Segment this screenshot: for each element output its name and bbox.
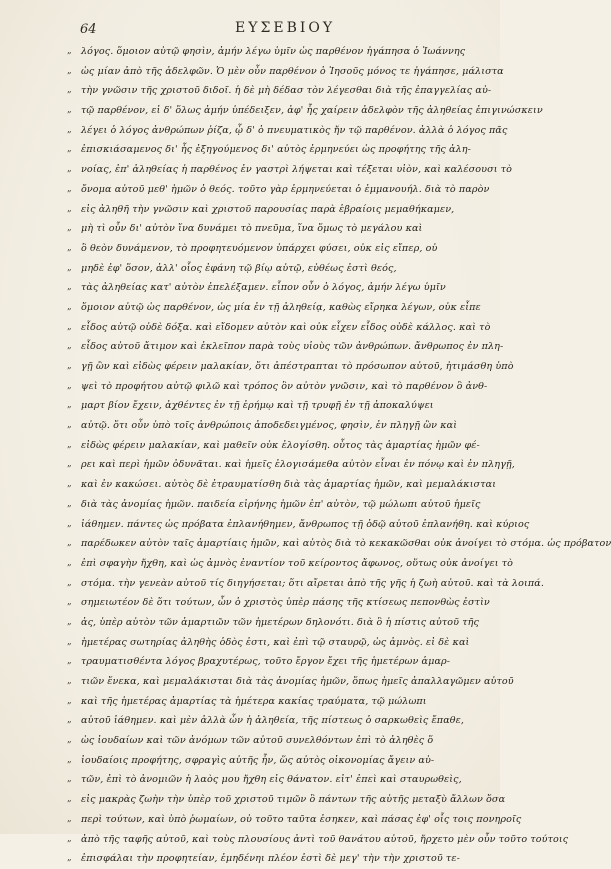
text-line (67, 574, 544, 594)
line-text: ρει καὶ περὶ ἡμῶν ὀδυνᾶται. καὶ ἡμεῖς ἐλογισάμεθα αὐτὸν εἶναι ἐν πόνῳ καὶ ἐν πληγῇ, (81, 459, 515, 471)
line-text: περὶ τούτων, καὶ ὑπὸ ῥωμαίων, οὐ τοῦτο ταῦτα ἐσηκεν, καὶ πάσας ἐφ' οἷς τοις πονηροῖς (81, 813, 522, 825)
quotation-marker: „ (67, 439, 72, 450)
quotation-marker: „ (67, 715, 72, 726)
quotation-marker: „ (67, 636, 72, 647)
quotation-marker: „ (67, 656, 72, 667)
quotation-marker: „ (67, 498, 72, 509)
line-text: ὡς ἰουδαίων καὶ τῶν ἀνόμων τῶν αὐτοῦ συνελθόντων ἐπὶ τὸ ἀληθὲς ὅ (81, 735, 434, 747)
text-line (67, 259, 477, 279)
line-text: εἶδος αὐτοῦ ἄτιμον καὶ ἐκλεῖπον παρὰ τοὺς υἱοὺς τῶν ἀνθρώπων. ἄνθρωπος ἐν πλη- (81, 341, 504, 353)
quotation-marker: „ (67, 774, 72, 785)
line-text: ἐπισκιάσαμενος δι' ἧς ἐξηγούμενος δι' αὐτὸς ἑρμηνεύει ὡς προφήτης τῆς ἀλη- (81, 144, 471, 156)
quotation-marker: „ (67, 164, 72, 175)
quotation-marker: „ (67, 794, 72, 805)
quotation-marker: „ (67, 380, 72, 391)
line-text: τὴν γνῶσιν τῆς χριστοῦ διδοῖ. ἡ δὲ μὴ δέδασ τὸν λέγεσθαι διὰ τῆς ἐπαγγελίας αὐ- (81, 85, 492, 97)
line-text: τραυματισθέντα λόγος βραχυτέρως, τοῦτο ἔργον ἔχει τῆς ἡμετέρων ἁμαρ- (81, 656, 451, 668)
quotation-marker: „ (67, 735, 72, 746)
line-text: λόγος. ὅμοιον αὐτῷ φησὶν, ἀμήν λέγω ὑμῖν ὡς παρθένον ἠγάπησα ὁ Ἰωάννης (81, 46, 466, 57)
text-line (67, 455, 515, 475)
line-text: στόμα. τὴν γενεὰν αὐτοῦ τίς διηγήσεται; ὅτι αἴρεται ἀπὸ τῆς γῆς ἡ ζωὴ αὐτοῦ. καὶ τὰ λοιπά. (81, 577, 544, 589)
text-line (67, 790, 506, 810)
line-text: ἀπὸ τῆς ταφῆς αὐτοῦ, καὶ τοὺς πλουσίους ἀντὶ τοῦ θανάτου αὐτοῦ, ἤρχετο μὲν οὖν τοῦτο τούτοις (81, 833, 569, 845)
quotation-marker: „ (67, 577, 72, 588)
text-line (67, 42, 477, 62)
text-line (67, 62, 504, 82)
line-text: ἐπὶ σφαγὴν ἤχθη, καὶ ὡς ἀμνὸς ἐναντίον τοῦ κείροντος ἄφωνος, οὕτως οὐκ ἀνοίγει τὸ (81, 557, 513, 569)
line-text: ἡμετέρας σωτηρίας ἀληθὴς ὁδὸς ἐστι, καὶ ἐπὶ τῷ σταυρῷ, ὡς ἀμνὸς. εἰ δὲ καὶ (81, 636, 470, 648)
quotation-marker: „ (67, 616, 72, 627)
line-text: διὰ τὰς ἀνομίας ἡμῶν. παιδεία εἰρήνης ἡμῶν ἐπ' αὐτὸν, τῷ μώλωπι αὐτοῦ ἡμεῖς (81, 498, 481, 510)
line-text: εἰς ἀληθῆ τὴν γνῶσιν καὶ χριστοῦ παρουσίας παρὰ ἑβραίοις μεμαθήκαμεν, (81, 203, 455, 215)
text-line (67, 140, 477, 160)
quotation-marker: „ (67, 361, 72, 371)
text-line (67, 357, 514, 377)
quotation-marker: „ (67, 183, 72, 194)
text-line (67, 495, 481, 515)
text-line (67, 554, 513, 574)
line-text: τιῶν ἕνεκα, καὶ μεμαλάκισται διὰ τὰς ἀνομίας ἡμῶν, ὅπως ἡμεῖς ἀπαλλαγῶμεν αὐτοῦ (81, 676, 514, 687)
main-text-block (67, 42, 611, 869)
line-text: ἰουδαίοις προφήτης, σφραγὶς αὐτῆς ἦν, ὥς αὐτὸς οἰκονομίας ἄγειν αὐ- (81, 754, 435, 766)
quotation-marker: „ (67, 853, 72, 864)
text-line (67, 613, 477, 633)
running-head: ΕΥΣΕΒΙΟΥ (235, 20, 336, 36)
text-line (67, 751, 477, 771)
text-line (67, 830, 569, 850)
quotation-marker: „ (67, 203, 72, 214)
text-line (67, 672, 514, 692)
line-text: μαρτ βίον ἔχειν, ἀχθέντες ἐν τῇ ἐρήμῳ καὶ τῇ τρυφῇ ἐν τῇ ἀποκαλύψει (81, 400, 434, 412)
text-line (67, 692, 477, 712)
text-line (67, 278, 477, 298)
text-line (67, 770, 477, 790)
line-text: ὡς μίαν ἀπὸ τῆς ἀδελφῶν. Ὁ μὲν οὖν παρθένον ὁ Ἰησοῦς μόνος τε ἠγάπησε, μάλιστα (81, 65, 504, 77)
text-line (67, 652, 477, 672)
line-text: ἐπισφάλαι τὴν προφητείαν, ἐμηδένηι πλέον ἐστὶ δὲ μεγ' τὴν τὴν χριστοῦ τε- (81, 853, 460, 865)
quotation-marker: „ (67, 144, 72, 155)
text-line (67, 337, 504, 357)
line-text: λέγει ὁ λόγος ἀνθρώπων ῥίζα, ᾧ δ' ὁ πνευματικὸς ἤν τῷ παρθένον. ἀλλὰ ὁ λόγος πᾶς (81, 124, 508, 136)
line-text: καὶ τῆς ἡμετέρας ἁμαρτίας τὰ ἡμέτερα κακίας τραύματα, τῷ μώλωπι (81, 695, 427, 707)
page-header (80, 20, 475, 40)
text-line (67, 849, 477, 869)
text-line (67, 180, 490, 200)
line-text: ἀς, ὑπὲρ αὐτὸν τῶν ἁμαρτιῶν τῶν ἡμετέρων δηλονότι. διὰ ὃ ἡ πίστις αὐτοῦ τῆς (81, 616, 479, 628)
text-line (67, 160, 513, 180)
line-text: αὐτῷ. ὅτι οὖν ὑπὸ τοῖς ἀνθρώποις ἀποδεδειγμένος, φησὶν, ἐν πληγῇ ὢν καὶ (81, 420, 458, 432)
line-text: τῷ παρθένον, εἰ δ' ὅλως ἀμήν ὑπέδειξεν, ἀφ' ἧς χαίρειν ἀδελφὸν τῆς ἀληθείας ἐπιγινώσκειν (81, 105, 543, 117)
quotation-marker: „ (67, 321, 72, 332)
quotation-marker: „ (67, 65, 72, 76)
quotation-marker: „ (67, 557, 72, 568)
quotation-marker: „ (67, 420, 72, 431)
quotation-marker: „ (67, 301, 72, 312)
quotation-marker: „ (67, 676, 72, 686)
text-line (67, 298, 481, 318)
text-line (67, 81, 492, 101)
quotation-marker: „ (67, 223, 72, 234)
line-text: αὐτοῦ ἰάθημεν. καὶ μὲν ἀλλὰ ὧν ἡ ἀληθεία, τῆς πίστεως ὁ σαρκωθεὶς ἔπαθε, (81, 715, 465, 727)
quotation-marker: „ (67, 538, 72, 549)
quotation-marker: „ (67, 479, 72, 490)
text-line (67, 810, 522, 830)
text-line (67, 633, 477, 653)
quotation-marker: „ (67, 597, 72, 608)
quotation-marker: „ (67, 341, 72, 352)
quotation-marker: „ (67, 518, 72, 529)
text-line (67, 731, 477, 751)
line-text: ὃ θεὸν δυνάμενον, τὸ προφητευόμενον ὑπάρχει φύσει, οὐκ εἰς εἴπερ, οὐ (81, 242, 438, 254)
text-line (67, 593, 490, 613)
line-text: εἶδος αὐτῷ οὐδὲ δόξα. καὶ εἴδομεν αὐτὸν καὶ οὐκ εἶχεν εἶδος οὐδὲ κάλλος. καὶ τὸ (81, 321, 491, 333)
text-line (67, 534, 611, 554)
text-line (67, 239, 477, 259)
quotation-marker: „ (67, 105, 72, 116)
line-text: γῇ ὢν καὶ εἰδὼς φέρειν μαλακίαν, ὅτι ἀπέστραπται τὸ πρόσωπον αὐτοῦ, ἠτιμάσθη ὑπὸ (81, 361, 514, 372)
text-line (67, 416, 477, 436)
text-line (67, 711, 477, 731)
line-text: ψεὶ τὸ προφήτου αὐτῷ φιλῶ καὶ τρόπος ὃν αὐτὸν γνῶσιν, καὶ τὸ παρθένον ὃ ἀνθ- (81, 380, 488, 392)
text-line (67, 200, 477, 220)
text-line (67, 318, 491, 338)
quotation-marker: „ (67, 124, 72, 135)
text-line (67, 396, 477, 416)
quotation-marker: „ (67, 282, 72, 293)
quotation-marker: „ (67, 833, 72, 844)
quotation-marker: „ (67, 262, 72, 273)
line-text: παρέδωκεν αὐτὸν ταῖς ἁμαρτίαις ἡμῶν, καὶ αὐτὸς διὰ τὸ κεκακῶσθαι οὐκ ἀνοίγει τὸ στόμα. ὡς πρόβατον (81, 538, 611, 550)
quotation-marker: „ (67, 695, 72, 706)
line-text: μὴ τὶ οὖν δι' αὐτὸν ἵνα δυνάμει τὸ πνεῦμα, ἵνα ὅμως τὸ μεγάλου καὶ (81, 223, 423, 235)
line-text: τὰς ἀληθείας κατ' αὐτὸν ἐπελέξαμεν. εἶπον οὖν ὁ λόγος, ἀμήν λέγω ὑμῖν (81, 282, 446, 294)
line-text: ὄνομα αὐτοῦ μεθ' ἡμῶν ὁ θεός. τοῦτο γὰρ ἑρμηνεύεται ὁ ἐμμανουήλ. διὰ τὸ παρὸν (81, 183, 490, 195)
line-text: νοίας, ἐπ' ἀληθείας ἡ παρθένος ἐν γαστρὶ λήψεται καὶ τέξεται υἱὸν, καὶ καλέσουσι τὸ (81, 164, 513, 176)
quotation-marker: „ (67, 754, 72, 765)
line-text: μηδὲ ἐφ' ὅσον, ἀλλ' οἷος ἐφάνη τῷ βίῳ αὐτῷ, εὐθέως ἐστὶ θεός, (81, 262, 397, 274)
line-text: εἰδὼς φέρειν μαλακίαν, καὶ μαθεῖν οὐκ ἐλογίσθη. οὗτος τὰς ἁμαρτίας ἡμῶν φέ- (81, 439, 480, 451)
line-text: ἰάθημεν. πάντες ὡς πρόβατα ἐπλανήθημεν, ἄνθρωπος τῇ ὁδῷ αὐτοῦ ἐπλανήθη. καὶ κύριος (81, 518, 530, 530)
quotation-marker: „ (67, 46, 72, 56)
text-line (67, 475, 497, 495)
text-line (67, 515, 530, 535)
text-line (67, 436, 480, 456)
line-text: ὅμοιον αὐτῷ ὡς παρθένον, ὡς μία ἐν τῇ ἀληθείᾳ, καθὼς εἴρηκα λέγων, οὐκ εἶπε (81, 301, 481, 313)
page-number: 64 (80, 22, 97, 37)
line-text: εἰς μακρὰς ζωὴν τὴν ὑπὲρ τοῦ χριστοῦ τιμῶν ὃ πάντων τῆς αὐτῆς μεταξὺ ἄλλων ὅσα (81, 794, 506, 806)
line-text: καὶ ἐν κακώσει. αὐτὸς δὲ ἐτραυματίσθη διὰ τὰς ἁμαρτίας ἡμῶν, καὶ μεμαλάκισται (81, 479, 497, 491)
line-text: σημειωτέον δὲ ὅτι τούτων, ὧν ὁ χριστὸς ὑπὲρ πάσης τῆς κτίσεως πεπονθὼς ἐστὶν (81, 597, 490, 609)
quotation-marker: „ (67, 813, 72, 824)
text-line (67, 121, 508, 141)
quotation-marker: „ (67, 242, 72, 253)
text-line (67, 377, 488, 397)
text-line (67, 101, 543, 121)
line-text: τῶν, ἐπὶ τὸ ἀνομιῶν ἡ λαὸς μου ἤχθη εἰς θάνατον. εἰτ' ἐπεὶ καὶ σταυρωθεὶς, (81, 774, 462, 786)
text-line (67, 219, 477, 239)
quotation-marker: „ (67, 459, 72, 470)
quotation-marker: „ (67, 85, 72, 96)
quotation-marker: „ (67, 400, 72, 411)
